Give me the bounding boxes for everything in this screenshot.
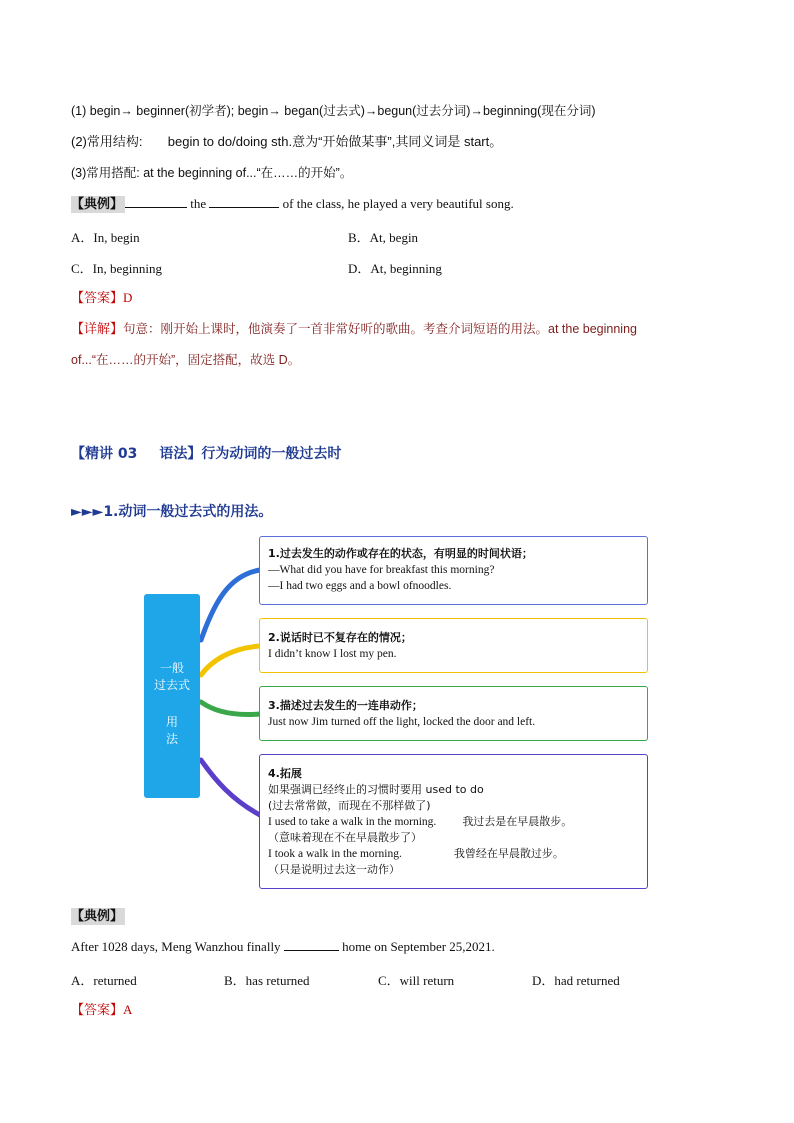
- example1-tag: 【典例】: [71, 197, 124, 212]
- example2-stem: [71, 938, 495, 956]
- example2-option-c: C．will return: [378, 973, 455, 988]
- example1-stem-end: of the class, he played a very beautiful song.: [279, 196, 514, 211]
- box4-line-5-cn: 我曾经在早晨散过步。: [453, 847, 564, 860]
- example2-answer: [71, 1001, 132, 1020]
- subheading-text: 1.动词一般过去式的用法。: [103, 504, 273, 520]
- rule-line-1: (1) begin→ beginner(初学者); begin→ began(过去式)→begun(过去分词)→beginning(现在分词): [71, 104, 596, 118]
- rule-line-2-label: (2)常用结构:: [71, 134, 143, 149]
- box1-line-2: —I had two eggs and a bowl ofnoodles.: [268, 580, 452, 592]
- box4-line-4: （意味着现在不在早晨散步了）: [268, 831, 422, 844]
- connector-1: [201, 570, 260, 640]
- box3-line-1: Just now Jim turned off the light, locked the door and left.: [268, 716, 536, 728]
- rule-line-2-text: begin to do/doing sth.意为“开始做某事”,其同义词是 start。: [167, 134, 503, 149]
- box4-line-3: [268, 814, 639, 830]
- mindmap-center: [144, 594, 200, 798]
- box4-line-1: 如果强调已经终止的习惯时要用 used to do: [268, 783, 484, 796]
- box4-line-5: [268, 846, 639, 862]
- answer-tag: 【答案】: [71, 291, 124, 306]
- mindmap-box-3: [259, 686, 648, 741]
- box3-title: 3.描述过去发生的一连串动作；: [268, 699, 423, 712]
- box4-line-3-cn: 我过去是在早晨散步。: [462, 815, 573, 828]
- answer-tag-2: 【答案】: [71, 1003, 124, 1018]
- triangle-arrows-icon: ►►►: [71, 504, 104, 520]
- example1-detail-line-2: of...“在……的开始”，固定搭配，故选 D。: [71, 353, 301, 367]
- center-label-2: 过去式: [153, 678, 190, 692]
- center-label-1: 一般: [159, 661, 184, 675]
- connector-4: [201, 760, 260, 815]
- example2-tag: 【典例】: [71, 909, 124, 924]
- connector-3: [201, 702, 260, 715]
- example1-stem-mid: the: [187, 196, 210, 211]
- mindmap-box-1: [259, 536, 648, 605]
- detail-text-1: 句意：刚开始上课时，他演奏了一首非常好听的歌曲。考查介词短语的用法。at the beginning: [123, 322, 637, 336]
- box4-line-6: （只是说明过去这一动作）: [268, 863, 400, 876]
- center-label-4: 法: [165, 732, 178, 746]
- box1-line-1: —What did you have for breakfast this morning?: [268, 564, 495, 576]
- answer-blank-3: [284, 938, 339, 951]
- center-label-3: 用: [165, 715, 178, 729]
- example2-tag-line: [71, 907, 125, 926]
- rule-line-3: (3)常用搭配: at the beginning of...“在……的开始”。: [71, 166, 353, 180]
- answer-value: D: [123, 290, 133, 305]
- section-heading-part2: 语法】行为动词的一般过去时: [159, 446, 342, 462]
- box4-title: 4.拓展: [268, 767, 302, 780]
- mindmap-box-2: [259, 618, 648, 673]
- example2-stem-b: home on September 25,2021.: [338, 939, 495, 954]
- example2-option-d: D．had returned: [532, 973, 620, 988]
- detail-tag: 【详解】: [71, 322, 124, 337]
- connector-2: [201, 646, 260, 675]
- mindmap-box-4: [259, 754, 648, 889]
- example2-stem-a: After 1028 days, Meng Wanzhou finally: [71, 939, 284, 954]
- example1-option-d: D．At, beginning: [348, 261, 442, 276]
- answer-value-2: A: [123, 1002, 133, 1017]
- box4-line-3-en: I used to take a walk in the morning.: [268, 816, 437, 828]
- example1-option-b: B．At, begin: [348, 230, 419, 245]
- example2-option-a: A．returned: [71, 973, 137, 988]
- example1-option-a: A．In, begin: [71, 230, 140, 245]
- box1-title: 1.过去发生的动作或存在的状态，有明显的时间状语；: [268, 547, 533, 560]
- example2-option-b: B．has returned: [224, 973, 310, 988]
- section-heading-part1: 【精讲 03: [71, 446, 138, 462]
- example1-option-c: C．In, beginning: [71, 261, 162, 276]
- box2-line-1: I didn’t know I lost my pen.: [268, 648, 397, 660]
- box4-line-5-en: I took a walk in the morning.: [268, 848, 402, 860]
- box2-title: 2.说话时已不复存在的情况；: [268, 631, 412, 644]
- box4-line-2: (过去常常做，而现在不那样做了): [268, 799, 431, 812]
